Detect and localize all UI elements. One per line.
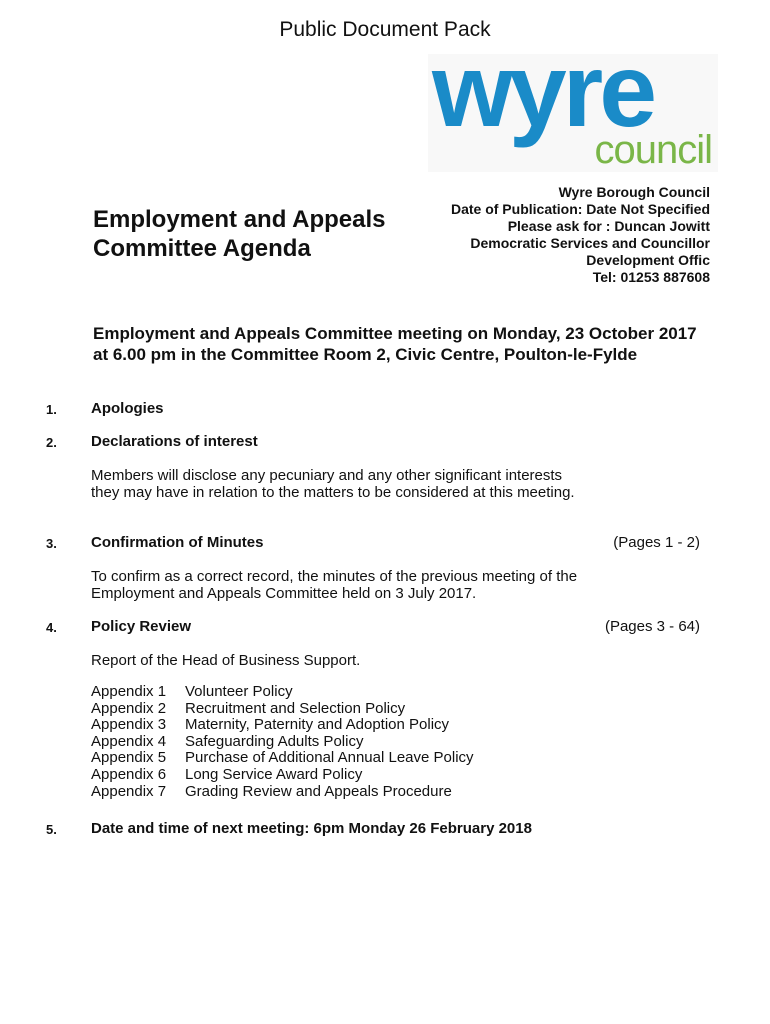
appendix-row <box>91 684 474 701</box>
agenda-title: Employment and Appeals Committee Agenda <box>93 206 386 262</box>
appendix-label: Appendix 4 <box>91 732 167 750</box>
appendix-title: Long Service Award Policy <box>185 765 363 783</box>
item-pages: (Pages 3 - 64) <box>604 618 700 635</box>
appendix-label: Appendix 7 <box>91 782 167 800</box>
contact-line: Development Offic <box>586 252 710 268</box>
item-heading: Confirmation of Minutes <box>91 534 264 551</box>
appendix-label: Appendix 2 <box>91 699 167 717</box>
public-document-pack-title: Public Document Pack <box>279 18 491 41</box>
item-number: 4. <box>46 620 57 635</box>
contact-line: Wyre Borough Council <box>558 184 710 200</box>
item-number: 3. <box>46 536 57 551</box>
appendix-row <box>91 701 474 718</box>
contact-line: Date of Publication: Date Not Specified <box>450 201 710 217</box>
contact-line: Please ask for : Duncan Jowitt <box>507 218 710 234</box>
appendix-label: Appendix 5 <box>91 749 167 767</box>
item-body: Members will disclose any pecuniary and any other significant interests they may have in relation to the matters to be considered at this meeting. <box>91 467 575 501</box>
appendix-label: Appendix 1 <box>91 683 167 700</box>
item-pages: (Pages 1 - 2) <box>613 534 700 551</box>
item-number: 5. <box>46 822 57 837</box>
appendix-title: Safeguarding Adults Policy <box>185 732 364 750</box>
meeting-details: Employment and Appeals Committee meeting on Monday, 23 October 2017 at 6.00 pm in the Committee Room 2, Civic Centre, Poulton-le-Fylde <box>93 324 697 364</box>
item-heading: Apologies <box>91 400 164 417</box>
item-body: Report of the Head of Business Support. <box>91 652 361 669</box>
contact-line: Tel: 01253 887608 <box>592 269 710 285</box>
wyre-council-logo <box>428 33 718 172</box>
appendix-title: Purchase of Additional Annual Leave Policy <box>185 749 474 767</box>
contact-block <box>350 184 710 286</box>
item-number: 2. <box>46 435 57 450</box>
appendix-row <box>91 784 474 801</box>
item-heading: Date and time of next meeting: 6pm Monday 26 February 2018 <box>91 820 532 837</box>
appendix-row <box>91 717 474 734</box>
appendix-row <box>91 734 474 751</box>
appendix-list <box>91 684 474 800</box>
item-body: To confirm as a correct record, the minutes of the previous meeting of the Employment and Appeals Committee held on 3 July 2017. <box>91 568 578 602</box>
appendix-title: Maternity, Paternity and Adoption Policy <box>185 716 450 734</box>
item-heading: Policy Review <box>91 618 192 635</box>
item-number: 1. <box>46 402 57 417</box>
appendix-label: Appendix 3 <box>91 716 167 734</box>
appendix-row <box>91 750 474 767</box>
item-heading: Declarations of interest <box>91 433 258 450</box>
logo-wyre-text: wyre <box>432 33 654 149</box>
contact-line: Democratic Services and Councillor <box>470 235 710 251</box>
appendix-row <box>91 767 474 784</box>
appendix-title: Recruitment and Selection Policy <box>185 699 406 717</box>
appendix-title: Volunteer Policy <box>185 683 293 700</box>
appendix-label: Appendix 6 <box>91 765 167 783</box>
logo-council-text: council <box>594 128 712 172</box>
appendix-title: Grading Review and Appeals Procedure <box>185 782 452 800</box>
